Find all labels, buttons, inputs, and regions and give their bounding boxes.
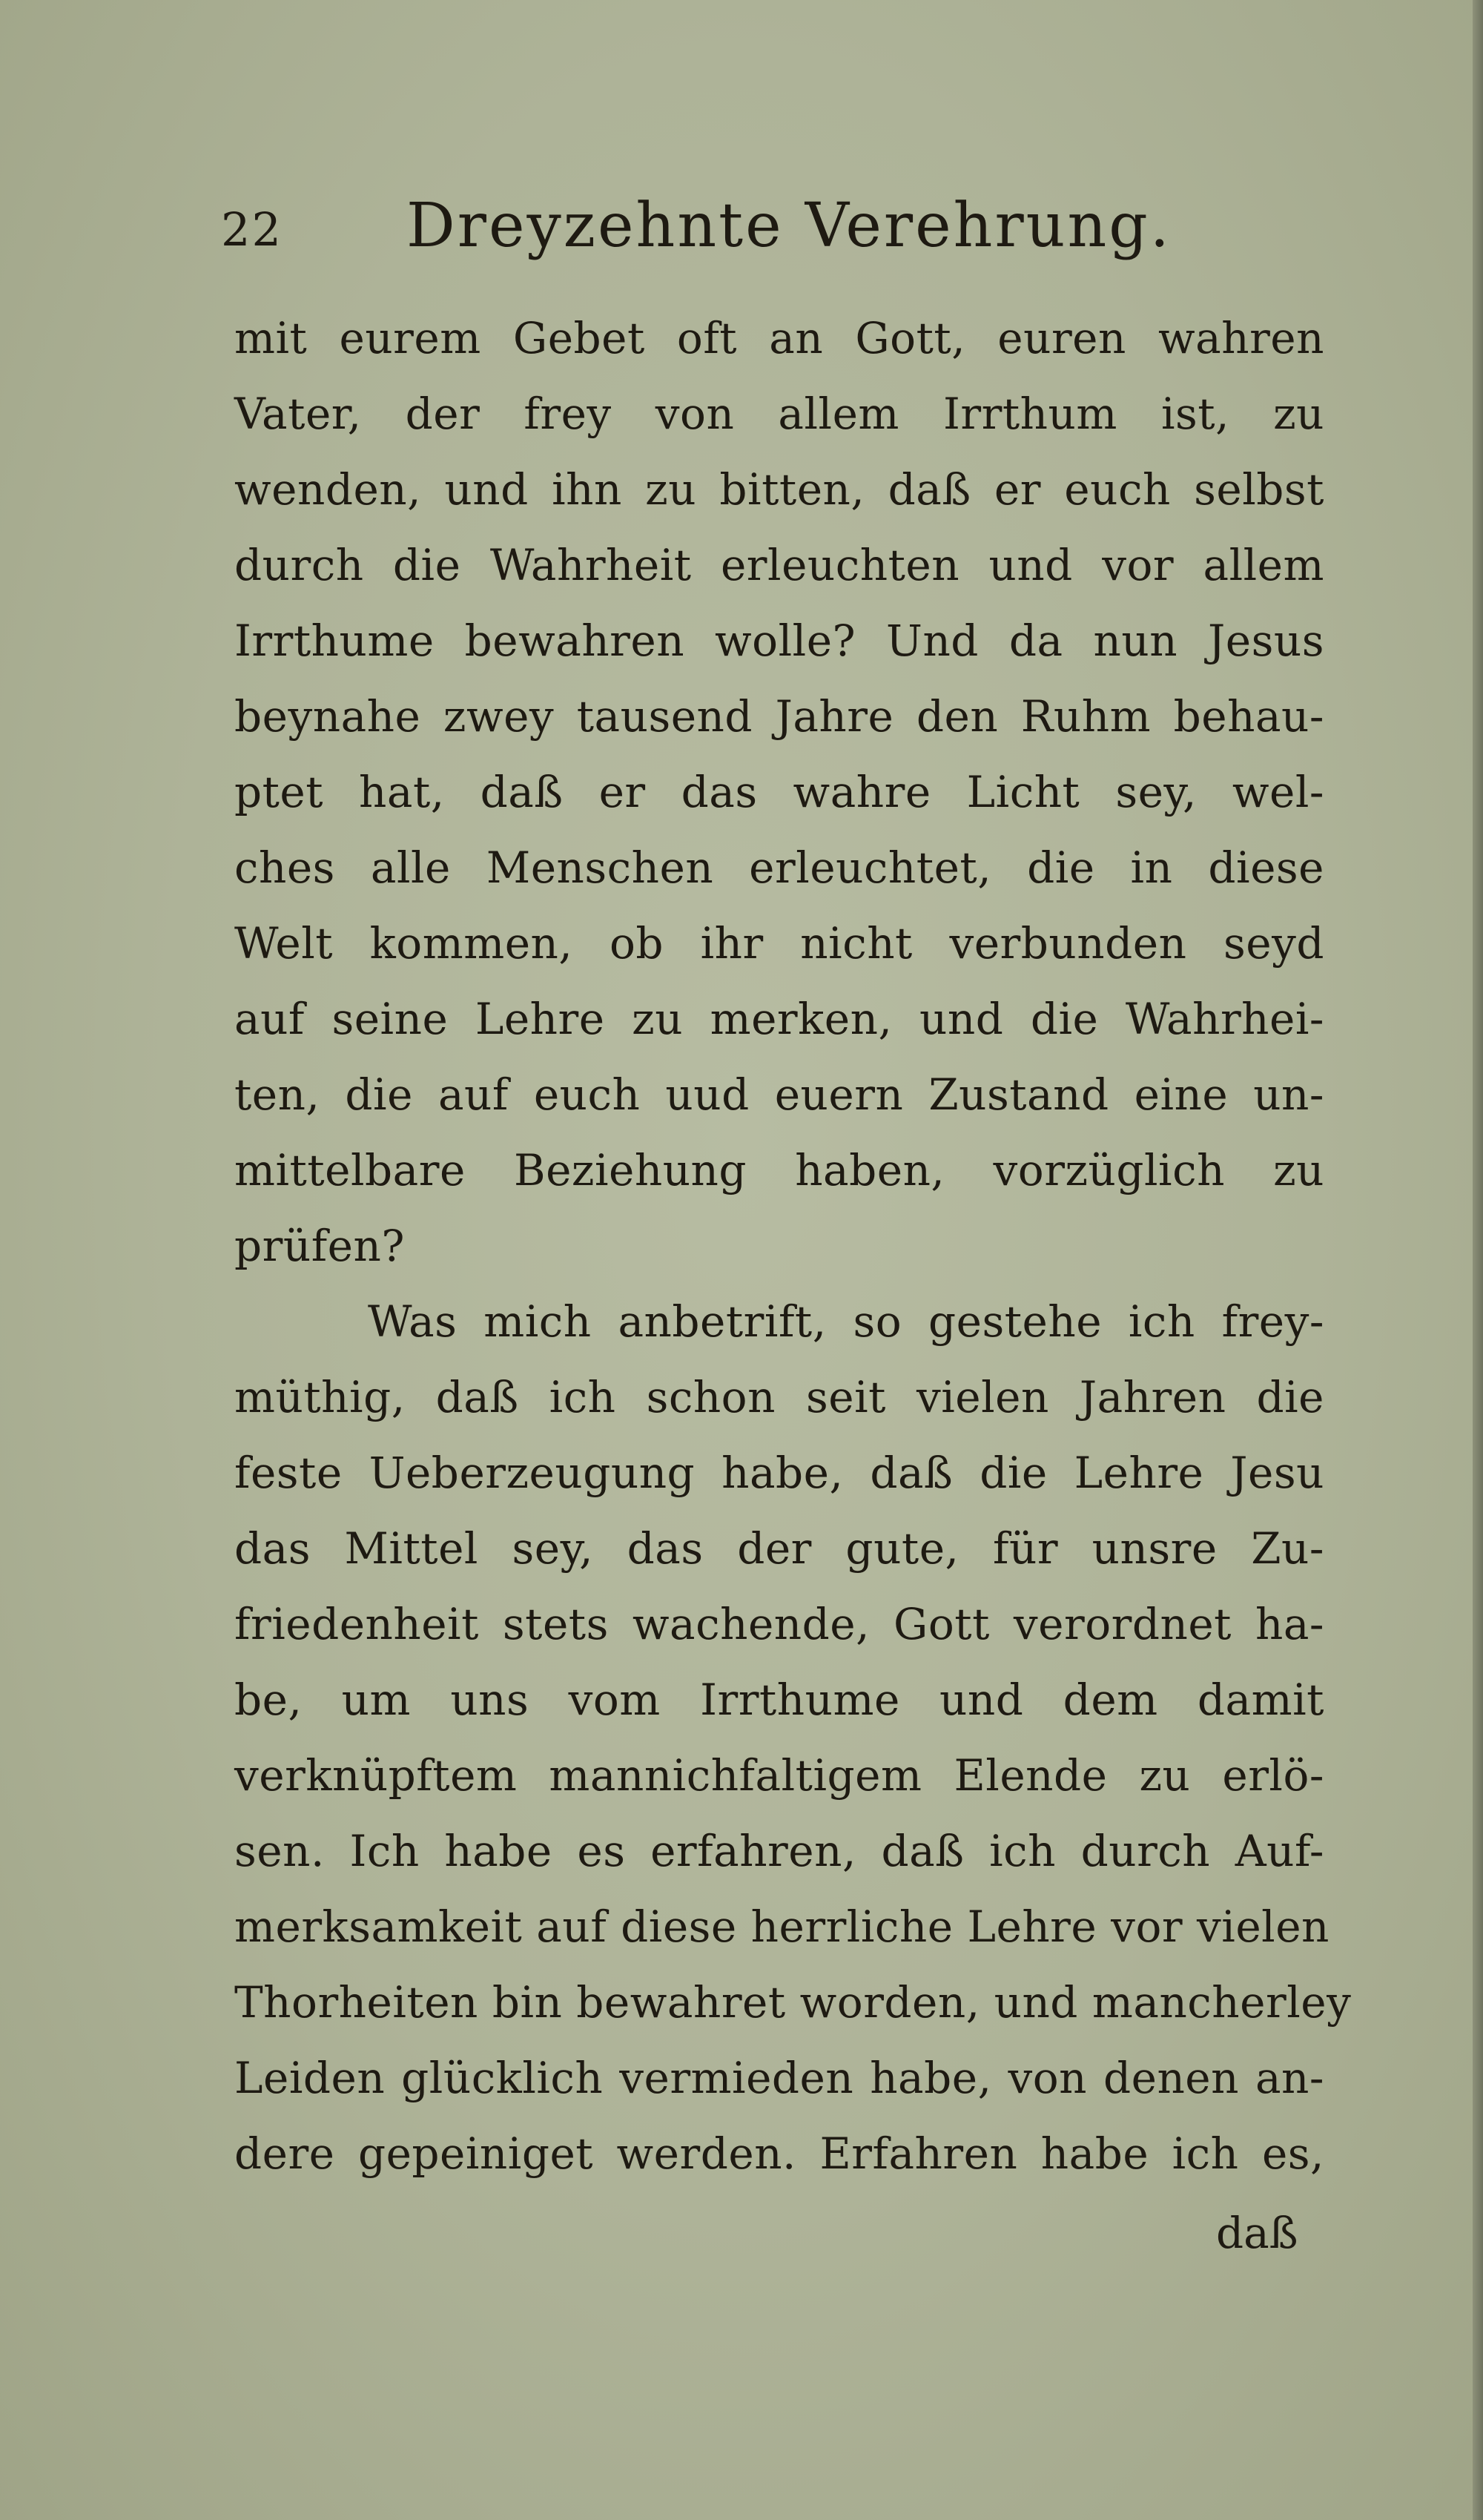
running-title: Dreyzehnte Verehrung. [406, 191, 1172, 261]
text-line: ptet hat, daß er das wahre Licht sey, wel- [234, 767, 1324, 817]
text-line: wenden, und ihn zu bitten, daß er euch selbst [234, 464, 1324, 515]
body-text [234, 300, 1352, 2191]
text-line: ten, die auf euch uud euern Zustand eine un- [234, 1069, 1324, 1120]
text-line: verknüpftem mannichfaltigem Elende zu erlö- [234, 1750, 1324, 1801]
catchword: daß [1216, 2208, 1298, 2258]
page-header [221, 189, 1318, 271]
text-line: ches alle Menschen erleuchtet, die in diese [234, 842, 1324, 893]
text-line: be, um uns vom Irrthume und dem damit [234, 1675, 1324, 1725]
text-line: Welt kommen, ob ihr nicht verbunden seyd [234, 918, 1324, 969]
text-line: Thorheiten bin bewahret worden, und mancherley [234, 1977, 1352, 2028]
text-line: beynahe zwey tausend Jahre den Ruhm behau- [234, 691, 1324, 742]
text-line: feste Ueberzeugung habe, daß die Lehre Jesu [234, 1448, 1324, 1498]
page-number: 22 [221, 202, 283, 257]
text-line: auf seine Lehre zu merken, und die Wahrhei- [234, 994, 1324, 1044]
text-line: merksamkeit auf diese herrliche Lehre vor vielen [234, 1901, 1330, 1952]
paragraph-start-line: Was mich anbetrift, so gestehe ich frey- [368, 1296, 1324, 1347]
paragraph-end-line: prüfen? [234, 1221, 405, 1271]
text-line: müthig, daß ich schon seit vielen Jahren die [234, 1372, 1324, 1422]
text-line: Vater, der frey von allem Irrthum ist, zu [234, 389, 1324, 439]
page-edge [1473, 0, 1483, 2520]
text-line: mittelbare Beziehung haben, vorzüglich zu [234, 1145, 1324, 1195]
text-line: durch die Wahrheit erleuchten und vor allem [234, 540, 1324, 590]
text-line: mit eurem Gebet oft an Gott, euren wahren [234, 313, 1324, 363]
text-line: das Mittel sey, das der gute, für unsre Zu- [234, 1523, 1324, 1574]
text-line: dere gepeiniget werden. Erfahren habe ich es, [234, 2128, 1324, 2179]
text-line: friedenheit stets wachende, Gott verordnet ha- [234, 1599, 1324, 1649]
text-line: Irrthume bewahren wolle? Und da nun Jesus [234, 616, 1324, 666]
text-line: sen. Ich habe es erfahren, daß ich durch Auf- [234, 1826, 1324, 1876]
text-line: Leiden glücklich vermieden habe, von denen an- [234, 2053, 1324, 2103]
